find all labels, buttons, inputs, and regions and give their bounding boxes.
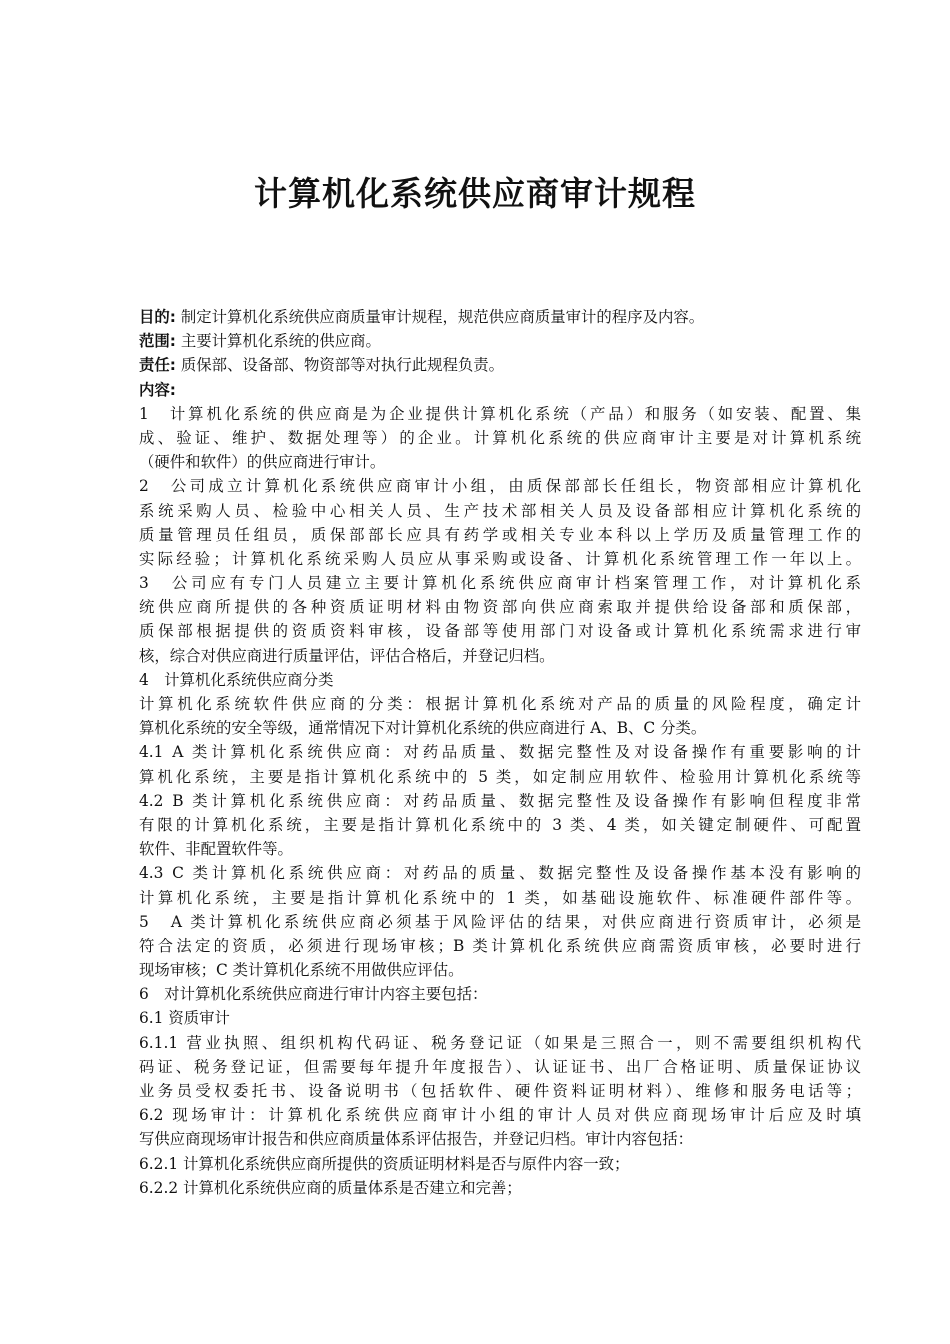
responsibility-label: 责任: xyxy=(139,356,176,375)
responsibility-text: 质保部、设备部、物资部等对执行此规程负责。 xyxy=(180,356,505,375)
responsibility-line xyxy=(139,353,861,377)
text-line: 6.1.1 营业执照、组织机构代码证、税务登记证（如果是三照合一，则不需要组织机构代 xyxy=(139,1033,861,1052)
text-line: 6.2.1 计算机化系统供应商所提供的资质证明材料是否与原件内容一致； xyxy=(139,1154,630,1173)
scope-label: 范围: xyxy=(139,332,176,351)
text-line: 符合法定的资质，必须进行现场审核；B 类计算机化系统供应商需资质审核，必要时进行 xyxy=(139,936,861,955)
purpose-label: 目的: xyxy=(139,308,176,326)
text-line: 6.1 资质审计 xyxy=(139,1009,230,1028)
text-line: 2 公司成立计算机化系统供应商审计小组，由质保部部长任组长，物资部相应计算机化 xyxy=(139,477,861,496)
text-line: 5 A 类计算机化系统供应商必须基于风险评估的结果，对供应商进行资质审计，必须是 xyxy=(139,912,861,931)
scope-line xyxy=(139,329,861,353)
purpose-text: 制定计算机化系统供应商质量审计规程，规范供应商质量审计的程序及内容。 xyxy=(180,308,705,326)
text-line: 业务员受权委托书、设备说明书（包括软件、硬件资料证明材料）、维修和服务电话等； xyxy=(139,1082,861,1100)
text-line: 写供应商现场审计报告和供应商质量体系评估报告，并登记归档。审计内容包括： xyxy=(139,1130,694,1149)
text-line: 4.2 B 类计算机化系统供应商：对药品质量、数据完整性及设备操作有影响但程度非常 xyxy=(139,791,861,810)
text-line: 3 公司应有专门人员建立主要计算机化系统供应商审计档案管理工作，对计算机化系 xyxy=(139,574,861,593)
text-line: 核，综合对供应商进行质量评估，评估合格后，并登记归档。 xyxy=(139,646,555,665)
text-line: 有限的计算机化系统，主要是指计算机化系统中的 3 类、4 类，如关键定制硬件、可配置 xyxy=(139,815,861,834)
scope-text: 主要计算机化系统的供应商。 xyxy=(180,332,381,351)
text-line: 实际经验；计算机化系统采购人员应从事采购或设备、计算机化系统管理工作一年以上。 xyxy=(139,549,861,568)
text-line: （硬件和软件）的供应商进行审计。 xyxy=(139,453,386,472)
document-body xyxy=(139,305,861,1200)
text-line: 计算机化系统软件供应商的分类：根据计算机化系统对产品的质量的风险程度，确定计 xyxy=(139,695,861,713)
text-line: 质保部根据提供的资质资料审核，设备部等使用部门对设备或计算机化系统需求进行审 xyxy=(139,622,861,641)
purpose-line xyxy=(139,305,861,329)
text-line: 1 计算机化系统的供应商是为企业提供计算机化系统（产品）和服务（如安装、配置、集 xyxy=(139,404,861,423)
text-line: 软件、非配置软件等。 xyxy=(139,840,293,859)
page-title: 计算机化系统供应商审计规程 xyxy=(254,174,696,213)
text-line: 码证、税务登记证，但需要每年提升年度报告）、认证证书、出厂合格证明、质量保证协议 xyxy=(139,1057,861,1076)
text-line: 统供应商所提供的各种资质证明材料由物资部向供应商索取并提供给设备部和质保部， xyxy=(139,598,861,617)
text-line: 4 计算机化系统供应商分类 xyxy=(139,670,334,689)
text-line: 质量管理员任组员，质保部部长应具有药学或相关专业本科以上学历及质量管理工作的 xyxy=(139,525,861,544)
text-line: 6 对计算机化系统供应商进行审计内容主要包括： xyxy=(139,985,488,1004)
content-line xyxy=(139,378,861,402)
text-line: 计算机化系统，主要是指计算机化系统中的 1 类，如基础设施软件、标准硬件部件等。 xyxy=(139,888,861,907)
text-line: 4.3 C 类计算机化系统供应商：对药品的质量、数据完整性及设备操作基本没有影响的 xyxy=(139,864,861,883)
paragraph-lines xyxy=(139,402,861,1200)
text-line: 成、验证、维护、数据处理等）的企业。计算机化系统的供应商审计主要是对计算机系统 xyxy=(139,428,861,447)
text-line: 算机化系统，主要是指计算机化系统中的 5 类，如定制应用软件、检验用计算机化系统等 xyxy=(139,767,861,786)
text-line: 系统采购人员、检验中心相关人员、生产技术部相关人员及设备部相应计算机化系统的 xyxy=(139,501,861,520)
text-line: 算机化系统的安全等级，通常情况下对计算机化系统的供应商进行 A、B、C 分类。 xyxy=(139,719,707,738)
text-line: 6.2.2 计算机化系统供应商的质量体系是否建立和完善； xyxy=(139,1178,522,1197)
content-label: 内容: xyxy=(139,380,176,399)
text-line: 6.2 现场审计：计算机化系统供应商审计小组的审计人员对供应商现场审计后应及时填 xyxy=(139,1106,861,1125)
text-line: 4.1 A 类计算机化系统供应商：对药品质量、数据完整性及对设备操作有重要影响的计 xyxy=(139,743,861,762)
text-line: 现场审核；C 类计算机化系统不用做供应评估。 xyxy=(139,961,464,980)
